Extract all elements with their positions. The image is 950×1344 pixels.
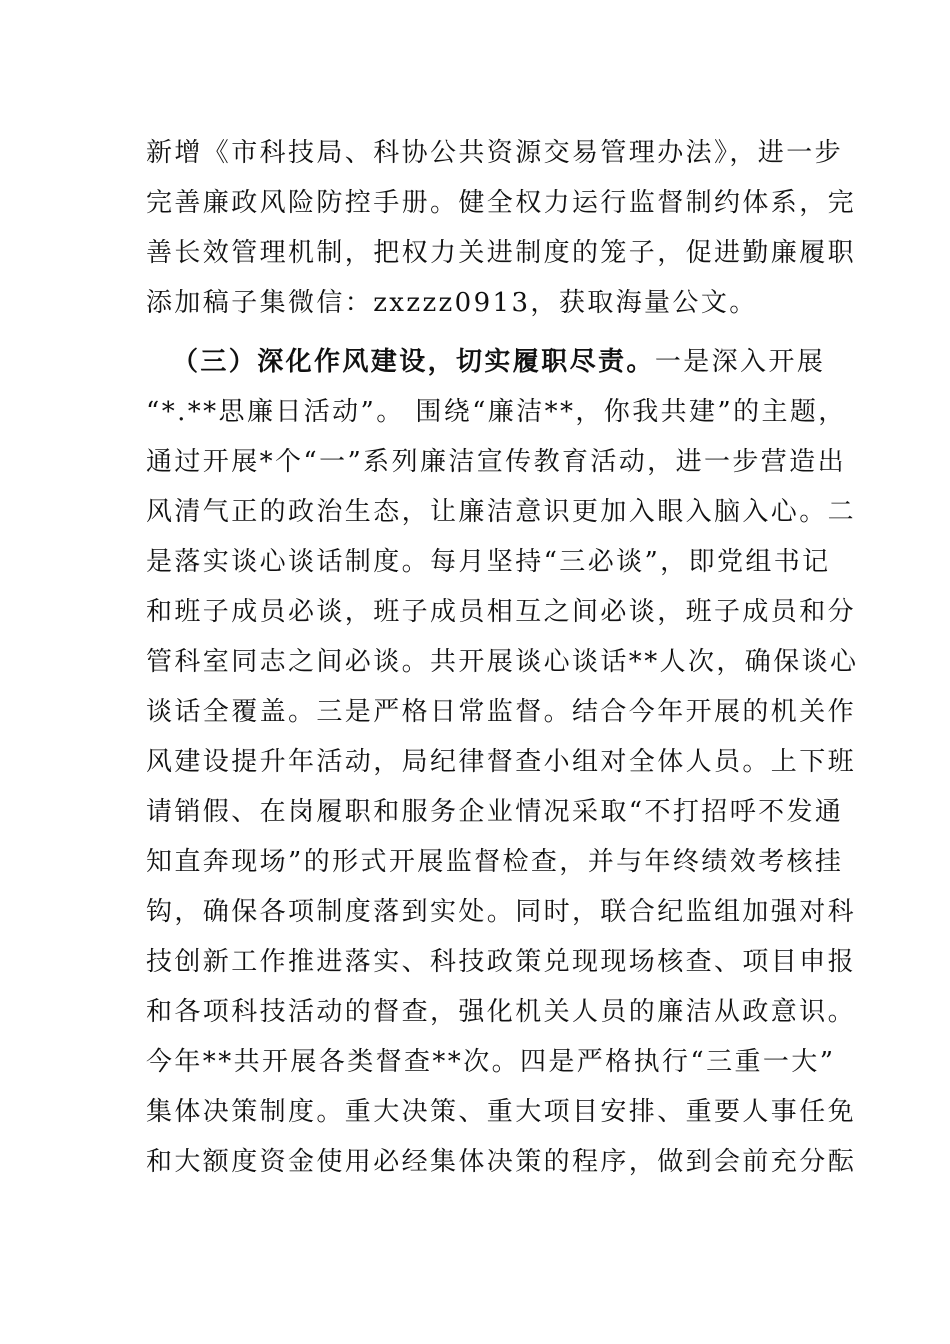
paragraph-line: 和大额度资金使用必经集体决策的程序，做到会前充分酝 (146, 1147, 857, 1177)
paragraph-line: 管科室同志之间必谈。共开展谈心谈话**人次，确保谈心 (146, 647, 859, 677)
paragraph-line: 和班子成员必谈，班子成员相互之间必谈，班子成员和分 (146, 597, 857, 627)
paragraph-line: 知直奔现场”的形式开展监督检查，并与年终绩效考核挂 (146, 847, 844, 877)
paragraph-line: 集体决策制度。重大决策、重大项目安排、重要人事任免 (146, 1097, 857, 1127)
section-heading-line (172, 337, 836, 387)
paragraph-line: 风清气正的政治生态，让廉洁意识更加入眼入脑入心。二 (146, 497, 857, 527)
paragraph-line: 谈话全覆盖。三是严格日常监督。结合今年开展的机关作 (146, 697, 857, 727)
paragraph-line: 完善廉政风险防控手册。健全权力运行监督制约体系，完 (146, 188, 857, 218)
paragraph-line: 和各项科技活动的督查，强化机关人员的廉洁从政意识。 (146, 997, 857, 1027)
section-heading: （三）深化作风建设，切实履职尽责。 (172, 347, 655, 377)
paragraph-line: 今年**共开展各类督查**次。四是严格执行“三重一大” (146, 1047, 836, 1077)
heading-line-rest: 一是深入开展 (654, 347, 826, 377)
paragraph-line: 善长效管理机制，把权力关进制度的笼子，促进勤廉履职 (146, 238, 857, 268)
paragraph-line: 新增《市科技局、科协公共资源交易管理办法》，进一步 (146, 138, 844, 168)
paragraph-line: “*.**思廉日活动”。 围绕“廉洁**，你我共建”的主题， (146, 397, 847, 427)
paragraph-line: 技创新工作推进落实、科技政策兑现现场核查、项目申报 (146, 947, 857, 977)
paragraph-line: 风建设提升年活动，局纪律督查小组对全体人员。上下班 (146, 747, 857, 777)
paragraph-line: 添加稿子集微信：zxzzz0913，获取海量公文。 (146, 288, 758, 318)
paragraph-line: 通过开展*个“一”系列廉洁宣传教育活动，进一步营造出 (146, 447, 846, 477)
paragraph-line: 是落实谈心谈话制度。每月坚持“三必谈”，即党组书记 (146, 547, 831, 577)
paragraph-line: 请销假、在岗履职和服务企业情况采取“不打招呼不发通 (146, 797, 844, 827)
paragraph-line: 钩，确保各项制度落到实处。同时，联合纪监组加强对科 (146, 897, 857, 927)
